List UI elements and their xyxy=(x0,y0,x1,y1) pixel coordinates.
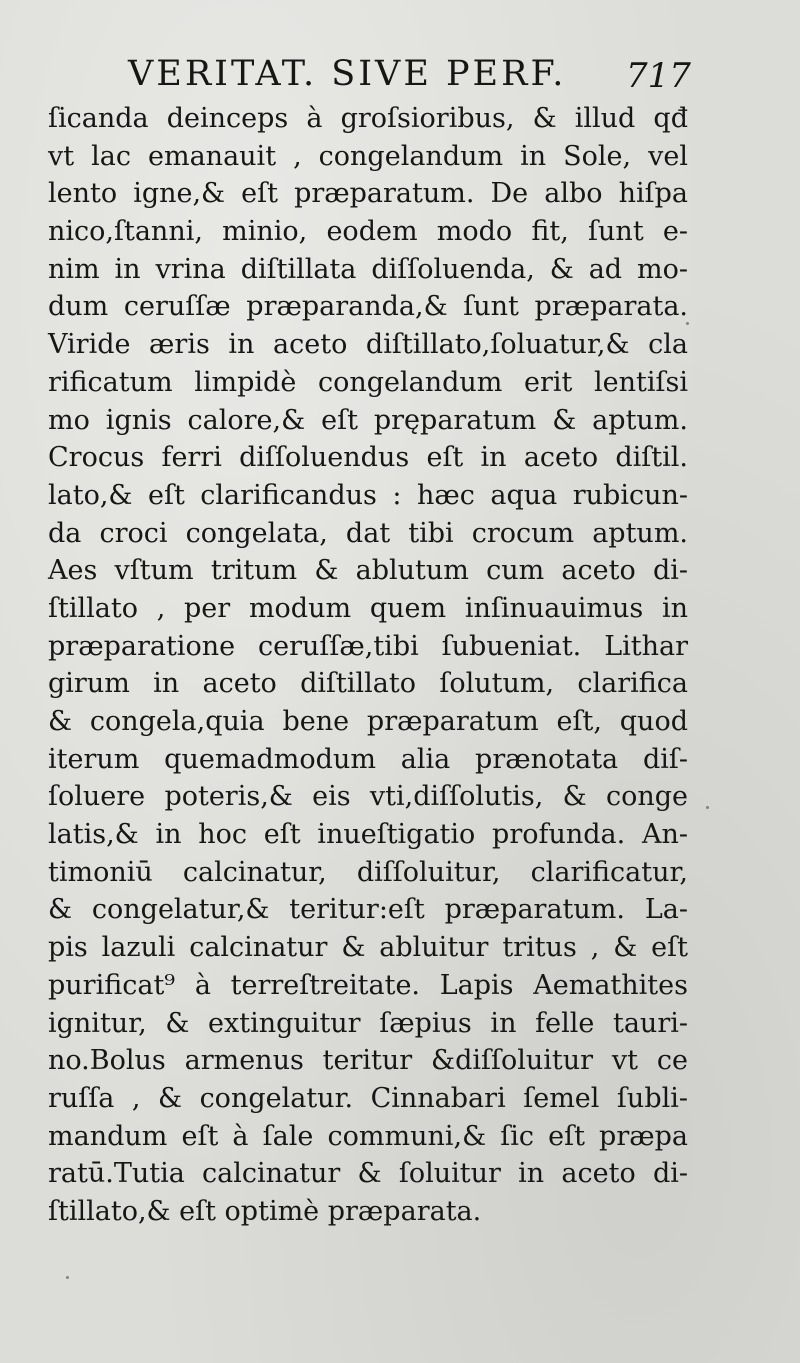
paper-speck xyxy=(66,1276,69,1279)
text-line: rificatum limpidè congelandum erit lentiſsi xyxy=(48,366,688,398)
text-line: ſicanda deinceps à groſsioribus, & illud qđ xyxy=(48,103,688,134)
paper-speck xyxy=(706,806,709,809)
text-line: pis lazuli calcinatur & abluitur tritus , & eſt xyxy=(48,932,688,964)
text-line: da croci congelata, dat tibi crocum aptum. xyxy=(48,517,688,549)
text-line: nico,ſtanni, minio, eodem modo fit, ſunt e- xyxy=(48,216,688,248)
text-line-last: ſtillato,& eſt optimè præparata. xyxy=(48,1195,482,1227)
text-line: iterum quemadmodum alia prænotata diſ- xyxy=(48,743,688,775)
text-line: & congelatur,& teritur:eſt præparatum. La- xyxy=(48,894,688,926)
text-line: no.Bolus armenus teritur &diſſoluitur vt ce xyxy=(48,1045,688,1077)
text-line: lato,& eſt clarificandus : hæc aqua rubicun- xyxy=(48,479,688,511)
text-line: vt lac emanauit , congelandum in Sole, vel xyxy=(48,140,688,172)
text-line: & congela,quia bene præparatum eſt, quod xyxy=(48,706,688,737)
text-line: mo ignis calore,& eſt pręparatum & aptum. xyxy=(48,404,688,436)
text-line: ſoluere poteris,& eis vti,diſſolutis, & conge xyxy=(48,781,688,813)
text-line: timoniū calcinatur, diſſoluitur, clarificatur, xyxy=(48,856,688,888)
text-line: girum in aceto diſtillato ſolutum, clarifica xyxy=(48,668,688,700)
text-line: ſtillato , per modum quem inſinuauimus in xyxy=(48,592,688,624)
text-line: Aes vſtum tritum & ablutum cum aceto di- xyxy=(48,555,688,587)
page-number: 717 xyxy=(626,56,691,96)
text-line: nim in vrina diſtillata diſſoluenda, & ad mo- xyxy=(48,253,688,285)
text-line: ruſſa , & congelatur. Cinnabari ſemel ſubli- xyxy=(48,1082,688,1114)
text-line: Viride æris in aceto diſtillato,ſoluatur,& cla xyxy=(48,329,688,361)
text-line: dum ceruſſæ præparanda,& ſunt præparata. xyxy=(48,291,688,323)
running-head xyxy=(128,52,691,100)
text-line: ignitur, & extinguitur ſæpius in felle tauri- xyxy=(48,1007,688,1039)
text-line: Crocus ferri diſſoluendus eſt in aceto diſtil. xyxy=(48,442,688,474)
text-line: lento igne,& eſt præparatum. De albo hiſpa xyxy=(48,178,688,210)
paper-speck xyxy=(686,322,689,325)
text-line: mandum eſt à ſale communi,& ſic eſt præpa xyxy=(48,1120,688,1152)
running-head-title: VERITAT. SIVE PERF. xyxy=(128,54,567,94)
text-line: latis,& in hoc eſt inueſtigatio profunda. An- xyxy=(48,819,688,851)
body-text xyxy=(48,100,688,1231)
text-line: ratū.Tutia calcinatur & ſoluitur in aceto di- xyxy=(48,1158,688,1190)
text-line: præparatione ceruſſæ,tibi ſubueniat. Lithar xyxy=(48,630,688,662)
text-line: purificat⁹ à terreſtreitate. Lapis Aemathites xyxy=(48,969,688,1001)
